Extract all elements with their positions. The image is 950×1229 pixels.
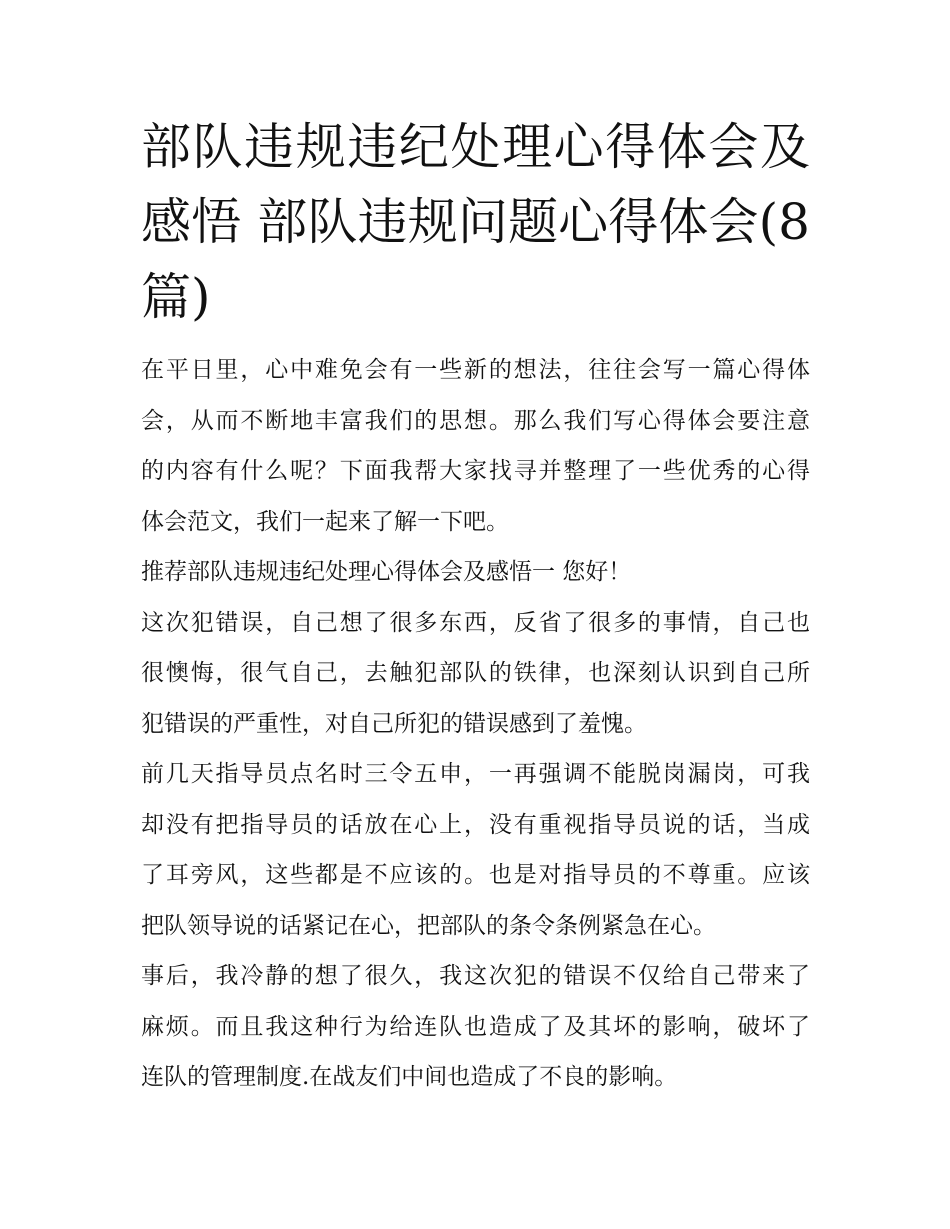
text-line: 推荐部队违规违纪处理心得体会及感悟一 您好！ <box>141 559 632 585</box>
text-line: 麻烦。而且我这种行为给连队也造成了及其坏的影响，破坏了 <box>141 1013 810 1040</box>
document-body <box>141 345 810 1103</box>
text-line: 前几天指导员点名时三令五申，一再强调不能脱岗漏岗，可我 <box>141 761 810 787</box>
text-line: 这次犯错误，自己想了很多东西，反省了很多的事情，自己也 <box>141 609 810 636</box>
text-line: 把队领导说的话紧记在心，把部队的条令条例紧急在心。 <box>141 912 716 939</box>
document-page <box>141 110 810 1103</box>
document-title <box>141 110 810 335</box>
text-line: 的内容有什么呢？下面我帮大家找寻并整理了一些优秀的心得 <box>141 458 810 484</box>
text-line: 犯错误的严重性，对自己所犯的错误感到了羞愧。 <box>141 710 647 737</box>
section-heading-paragraph <box>141 547 810 598</box>
body-paragraph <box>141 749 810 951</box>
body-paragraph <box>141 951 810 1103</box>
text-line: 在平日里，心中难免会有一些新的想法，往往会写一篇心得体 <box>141 357 810 383</box>
text-line: 体会范文，我们一起来了解一下吧。 <box>141 508 509 535</box>
title-line: 感悟 部队违规问题心得体会(8 <box>141 193 810 251</box>
title-line: 篇) <box>141 268 211 326</box>
text-line: 了耳旁风，这些都是不应该的。也是对指导员的不尊重。应该 <box>141 862 810 888</box>
text-line: 连队的管理制度.在战友们中间也造成了不良的影响。 <box>141 1064 678 1090</box>
body-paragraph <box>141 598 810 750</box>
text-line: 事后，我冷静的想了很久，我这次犯的错误不仅给自己带来了 <box>141 963 810 989</box>
title-line: 部队违规违纪处理心得体会及 <box>141 118 810 176</box>
intro-paragraph <box>141 345 810 547</box>
text-line: 却没有把指导员的话放在心上，没有重视指导员说的话，当成 <box>141 811 810 838</box>
text-line: 会，从而不断地丰富我们的思想。那么我们写心得体会要注意 <box>141 407 810 434</box>
text-line: 很懊悔，很气自己，去触犯部队的铁律，也深刻认识到自己所 <box>141 660 810 686</box>
